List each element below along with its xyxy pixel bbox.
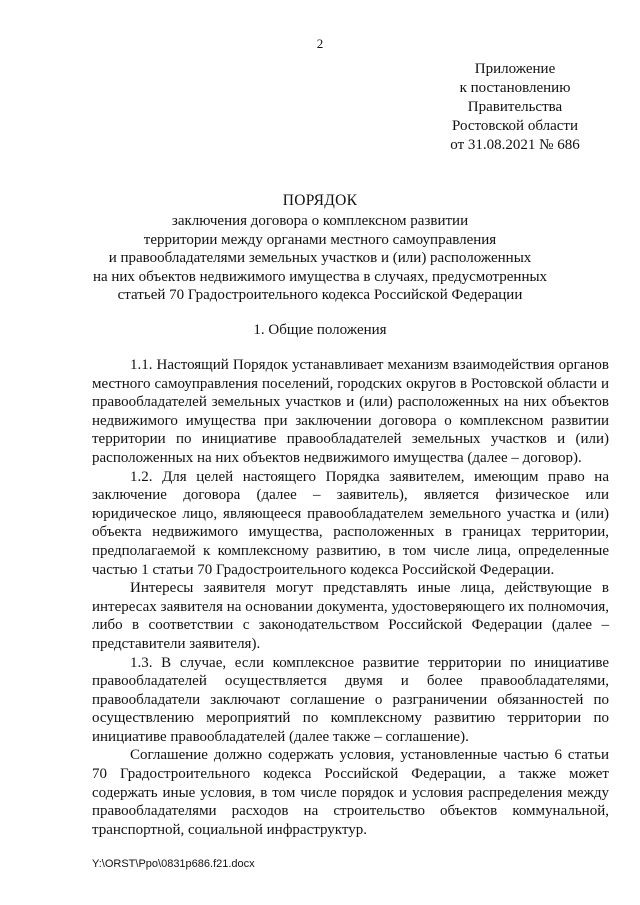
paragraph-representatives: Интересы заявителя могут представлять иные лица, действующие в интересах заявителя на основании документа, удостоверяющего их полномочия, либо в соответствии с законодательством Российской Федерации (далее – представители заявителя). xyxy=(92,580,609,652)
document-body xyxy=(92,356,609,839)
appendix-line: Ростовской области xyxy=(452,118,578,134)
paragraph-1-3: 1.3. В случае, если комплексное развитие территории по инициативе правообладателей осуществляется двумя и более правообладателями, правообладатели заключают соглашение о разграничении обязанностей по осуществлению мероприятий по комплексному развитию территории по инициативе правообладателей (далее также – соглашение). xyxy=(92,654,609,745)
subtitle-line: заключения договора о комплексном развитии xyxy=(171,213,469,229)
document-title: ПОРЯДОК xyxy=(282,192,358,209)
page-number: 2 xyxy=(316,36,324,51)
appendix-line: Приложение xyxy=(474,61,556,77)
appendix-block xyxy=(440,60,590,155)
paragraph-agreement: Соглашение должно содержать условия, установленные частью 6 статьи 70 Градостроительного кодекса Российской Федерации, а также может содержать иные условия, в том числе порядок и условия распределения между правообладателями расходов на строительство объектов коммунальной, транспортной, социальной инфраструктур. xyxy=(92,747,609,838)
file-path-footer: Y:\ORST\Ppo\0831p686.f21.docx xyxy=(92,858,255,870)
appendix-line: Правительства xyxy=(467,99,563,115)
paragraph-1-2: 1.2. Для целей настоящего Порядка заявителем, имеющим право на заключение договора (далее – заявитель), является физическое или юридическое лицо, являющееся правообладателем земельного участка и (или) объекта недвижимого имущества, расположенных в границах территории, предполагаемой к комплексному развитию, в том числе лица, определенные частью 1 статьи 70 Градостроительного кодекса Российской Федерации. xyxy=(92,468,609,578)
appendix-line: к постановлению xyxy=(459,80,571,96)
subtitle-line: статьей 70 Градостроительного кодекса Российской Федерации xyxy=(117,287,523,303)
section-heading: 1. Общие положения xyxy=(253,322,387,338)
subtitle-line: и правообладателями земельных участков и (или) расположенных xyxy=(108,250,532,266)
appendix-line: от 31.08.2021 № 686 xyxy=(450,137,580,153)
subtitle-line: на них объектов недвижимого имущества в случаях, предусмотренных xyxy=(92,268,548,285)
document-subtitle xyxy=(0,212,640,305)
subtitle-line: территории между органами местного самоуправления xyxy=(143,231,497,248)
paragraph-1-1: 1.1. Настоящий Порядок устанавливает механизм взаимодействия органов местного самоуправления поселений, городских округов в Ростовской области и правообладателей земельных участков и (или) расположенных на них объектов недвижимого имущества при заключении договора о комплексном развитии территории по инициативе правообладателей земельных участков и (или) расположенных на них объектов недвижимого имущества (далее – договор). xyxy=(92,357,609,466)
